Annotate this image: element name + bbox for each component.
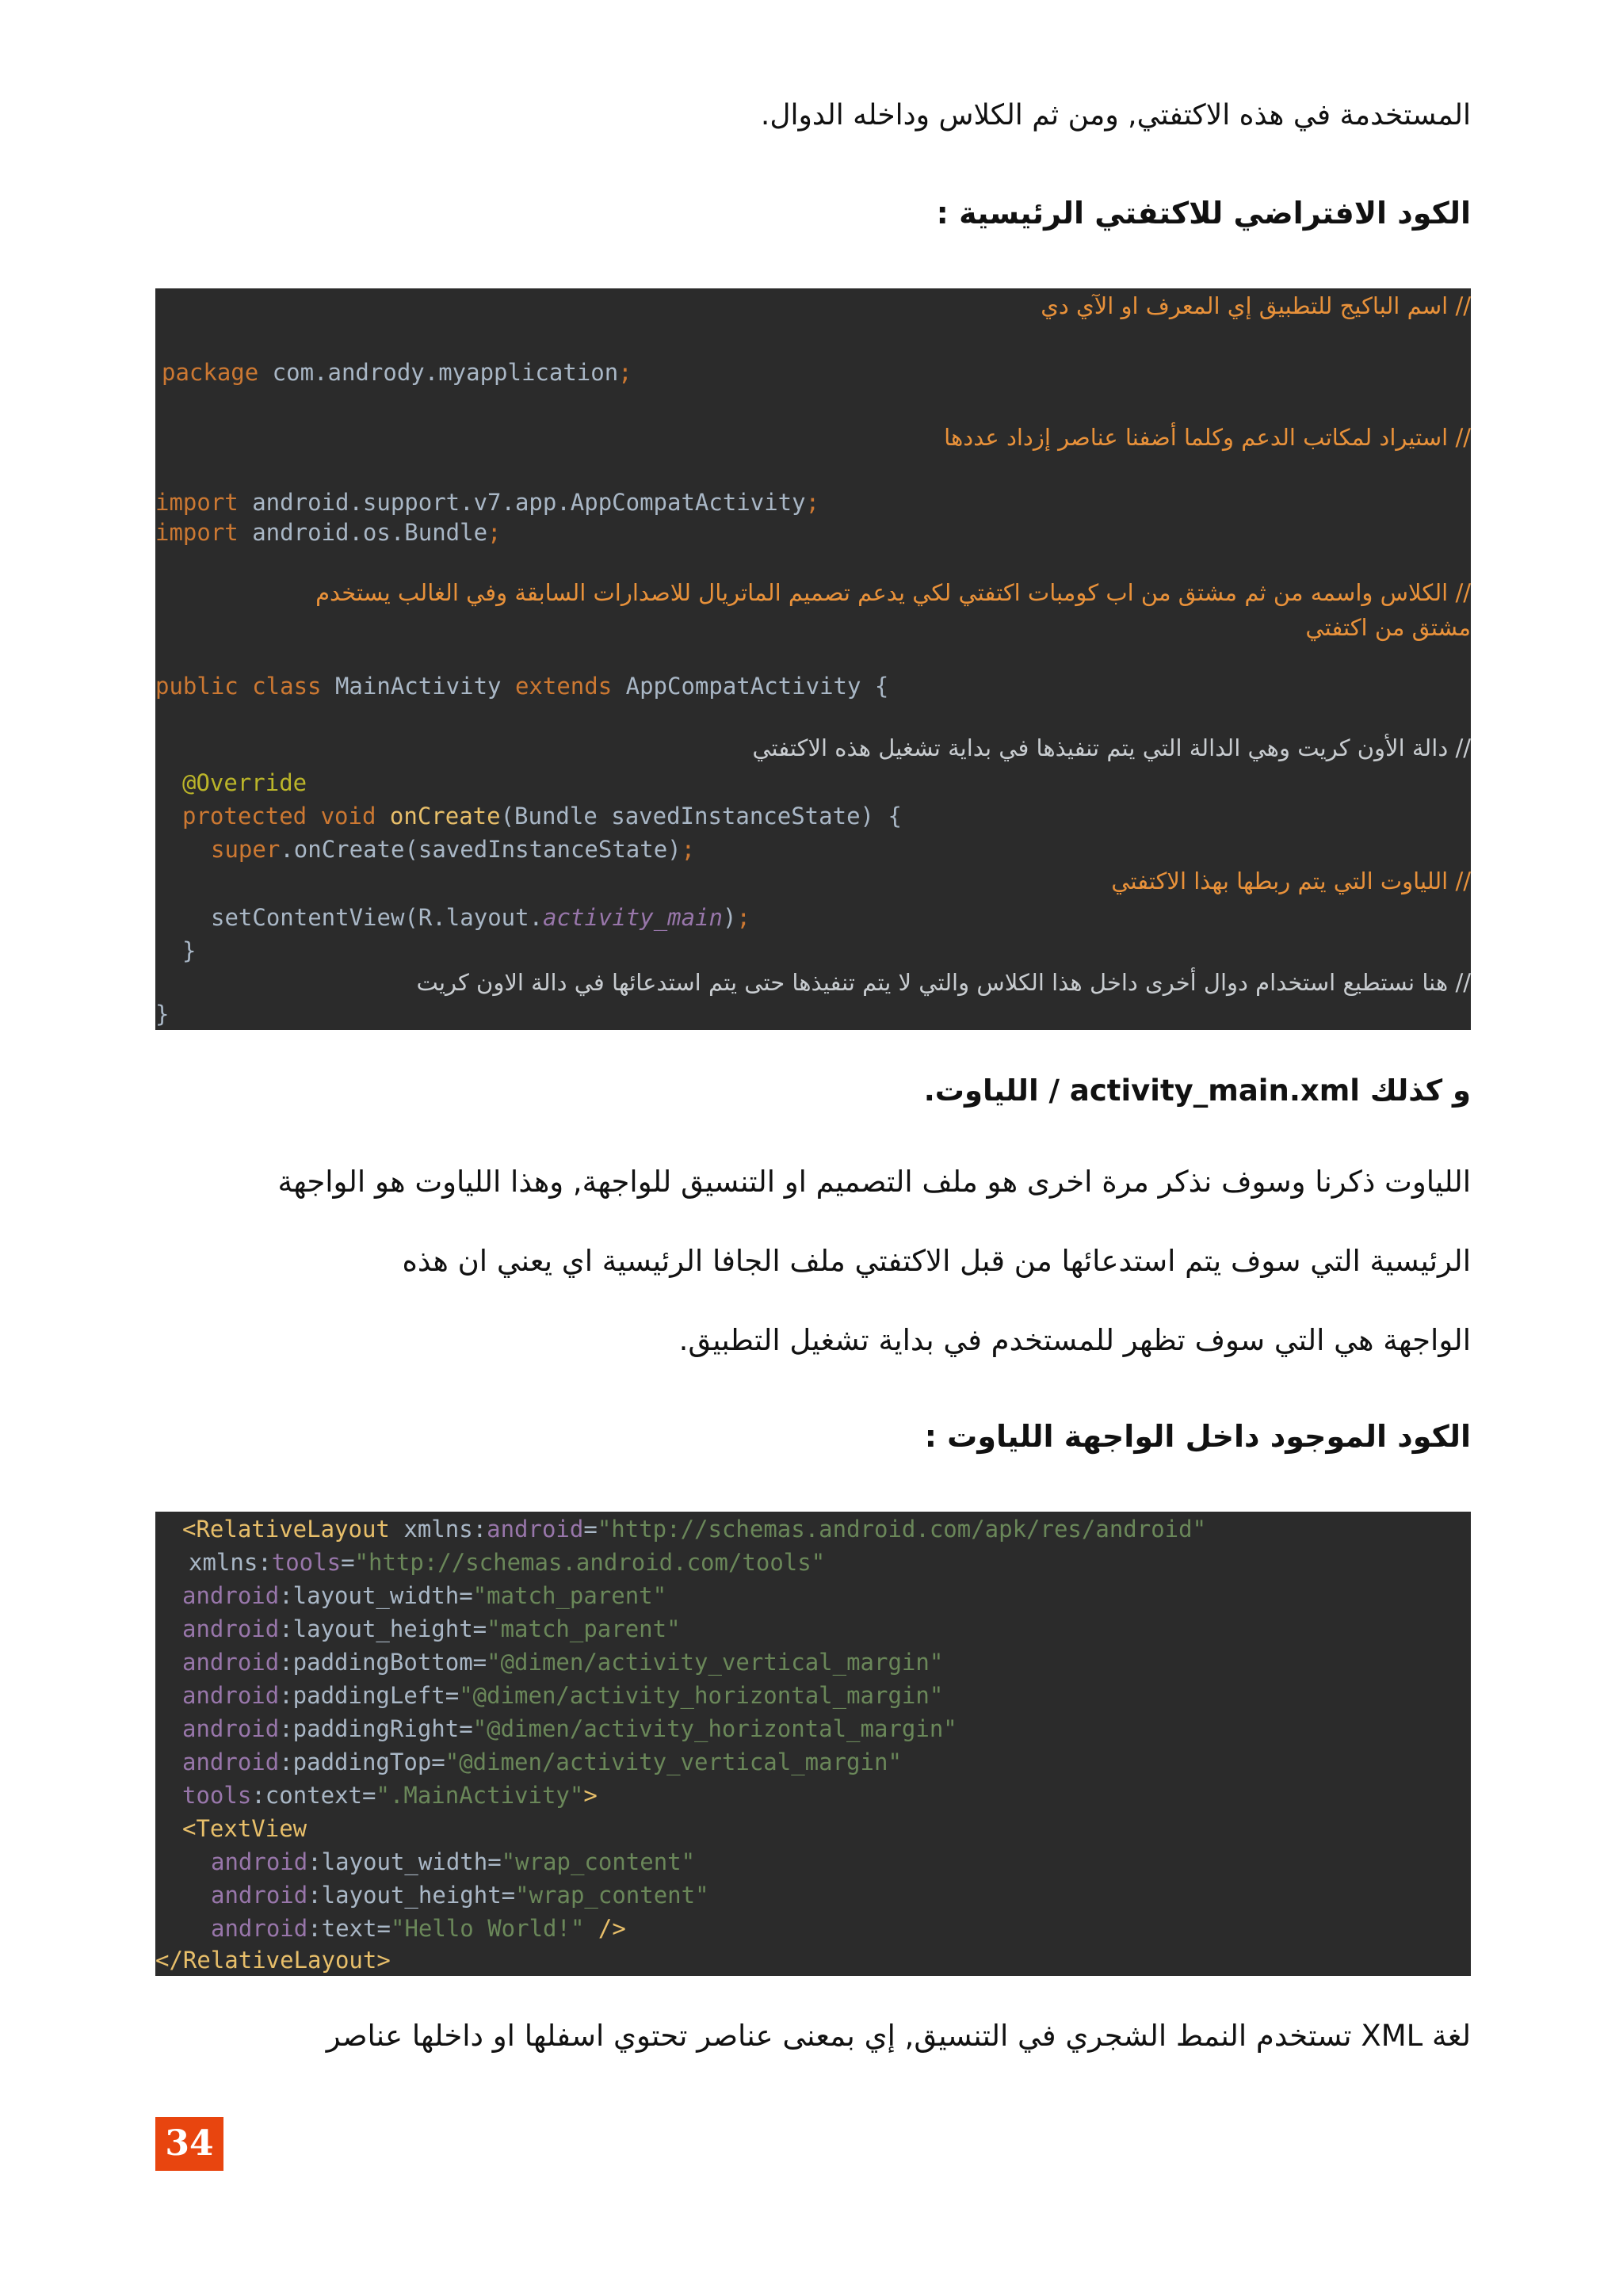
code-comment-class-1: // الكلاس واسمه من ثم مشتق من اب كومبات اكتفتي لكي يدعم تصميم الماتريال للاصدارات السابقة وفي الغالب يستخدم xyxy=(315,579,1471,606)
xml-line-5: android:paddingBottom="@dimen/activity_vertical_margin" xyxy=(182,1649,944,1676)
paragraph-line-1: اللياوت ذكرنا وسوف نذكر مرة اخرى هو ملف التصميم او التنسيق للواجهة, وهذا اللياوت هو الواجهة xyxy=(277,1165,1471,1199)
xml-line-13: android:text="Hello World!" /> xyxy=(211,1915,626,1942)
xml-line-7: android:paddingRight="@dimen/activity_horizontal_margin" xyxy=(182,1715,957,1742)
paragraph-line-3: الواجهة هي التي سوف تظهر للمستخدم في بداية تشغيل التطبيق. xyxy=(678,1323,1471,1357)
code-line-import-1: import android.support.v7.app.AppCompatActivity; xyxy=(155,489,820,516)
heading-layout-code: الكود الموجود داخل الواجهة اللياوت : xyxy=(924,1419,1471,1454)
page-number-badge: 34 xyxy=(155,2117,223,2171)
code-comment-layout: // اللياوت التي يتم ربطها بهذا الاكتفتي xyxy=(1111,868,1471,894)
code-comment-class-2: مشتق من اكتفتي xyxy=(1305,614,1471,641)
code-line-oncreate: protected void onCreate(Bundle savedInstanceState) { xyxy=(182,803,902,830)
xml-line-12: android:layout_height="wrap_content" xyxy=(211,1882,709,1909)
code-line-class: public class MainActivity extends AppCompatActivity { xyxy=(155,673,889,700)
code-line-close-method: } xyxy=(182,937,197,964)
paragraph-line-2: الرئيسية التي سوف يتم استدعائها من قبل الاكتفتي ملف الجافا الرئيسية اي يعني ان هذه xyxy=(402,1244,1471,1278)
code-comment-package: // اسم الباكيج للتطبيق إي المعرف او الآي دي xyxy=(1041,292,1471,319)
heading-default-code: الكود الافتراضي للاكتفتي الرئيسية : xyxy=(936,196,1471,231)
xml-line-4: android:layout_height="match_parent" xyxy=(182,1615,681,1642)
xml-code-block xyxy=(155,1512,1471,1976)
xml-line-10: <TextView xyxy=(182,1815,307,1842)
xml-line-11: android:layout_width="wrap_content" xyxy=(211,1848,696,1875)
code-line-package: package com.andrody.myapplication; xyxy=(162,359,632,386)
code-line-setcontentview: setContentView(R.layout.activity_main); xyxy=(211,904,750,931)
xml-line-1: <RelativeLayout xmlns:android="http://schemas.android.com/apk/res/android" xyxy=(182,1516,1207,1543)
layout-file-line: و كذلك activity_main.xml / اللياوت. xyxy=(923,1074,1471,1108)
xml-line-14: </RelativeLayout> xyxy=(155,1947,391,1974)
xml-line-3: android:layout_width="match_parent" xyxy=(182,1582,667,1609)
xml-line-2: xmlns:tools="http://schemas.android.com/tools" xyxy=(189,1549,826,1576)
code-line-override: @Override xyxy=(182,769,307,796)
code-line-super: super.onCreate(savedInstanceState); xyxy=(211,836,696,863)
closing-text: لغة XML تستخدم النمط الشجري في التنسيق, إي بمعنى عناصر تحتوي اسفلها او داخلها عناصر xyxy=(326,2019,1471,2053)
xml-line-6: android:paddingLeft="@dimen/activity_horizontal_margin" xyxy=(182,1682,944,1709)
xml-line-8: android:paddingTop="@dimen/activity_vertical_margin" xyxy=(182,1749,902,1775)
code-comment-other-methods: // هنا نستطيع استخدام دوال أخرى داخل هذا الكلاس والتي لا يتم تنفيذها حتى يتم استدعائها في دالة الاون كريت xyxy=(416,969,1471,996)
xml-line-9: tools:context=".MainActivity"> xyxy=(182,1782,598,1809)
code-comment-imports: // استيراد لمكاتب الدعم وكلما أضفنا عناصر إزداد عددها xyxy=(944,424,1471,451)
java-code-block xyxy=(155,288,1471,1030)
code-comment-oncreate: // دالة الأون كريت وهي الدالة التي يتم تنفيذها في بداية تشغيل هذه الاكتفتي xyxy=(752,734,1471,761)
code-line-close-class: } xyxy=(155,1001,170,1028)
code-line-import-2: import android.os.Bundle; xyxy=(155,519,502,546)
intro-text: المستخدمة في هذه الاكتفتي, ومن ثم الكلاس وداخله الدوال. xyxy=(760,99,1471,132)
